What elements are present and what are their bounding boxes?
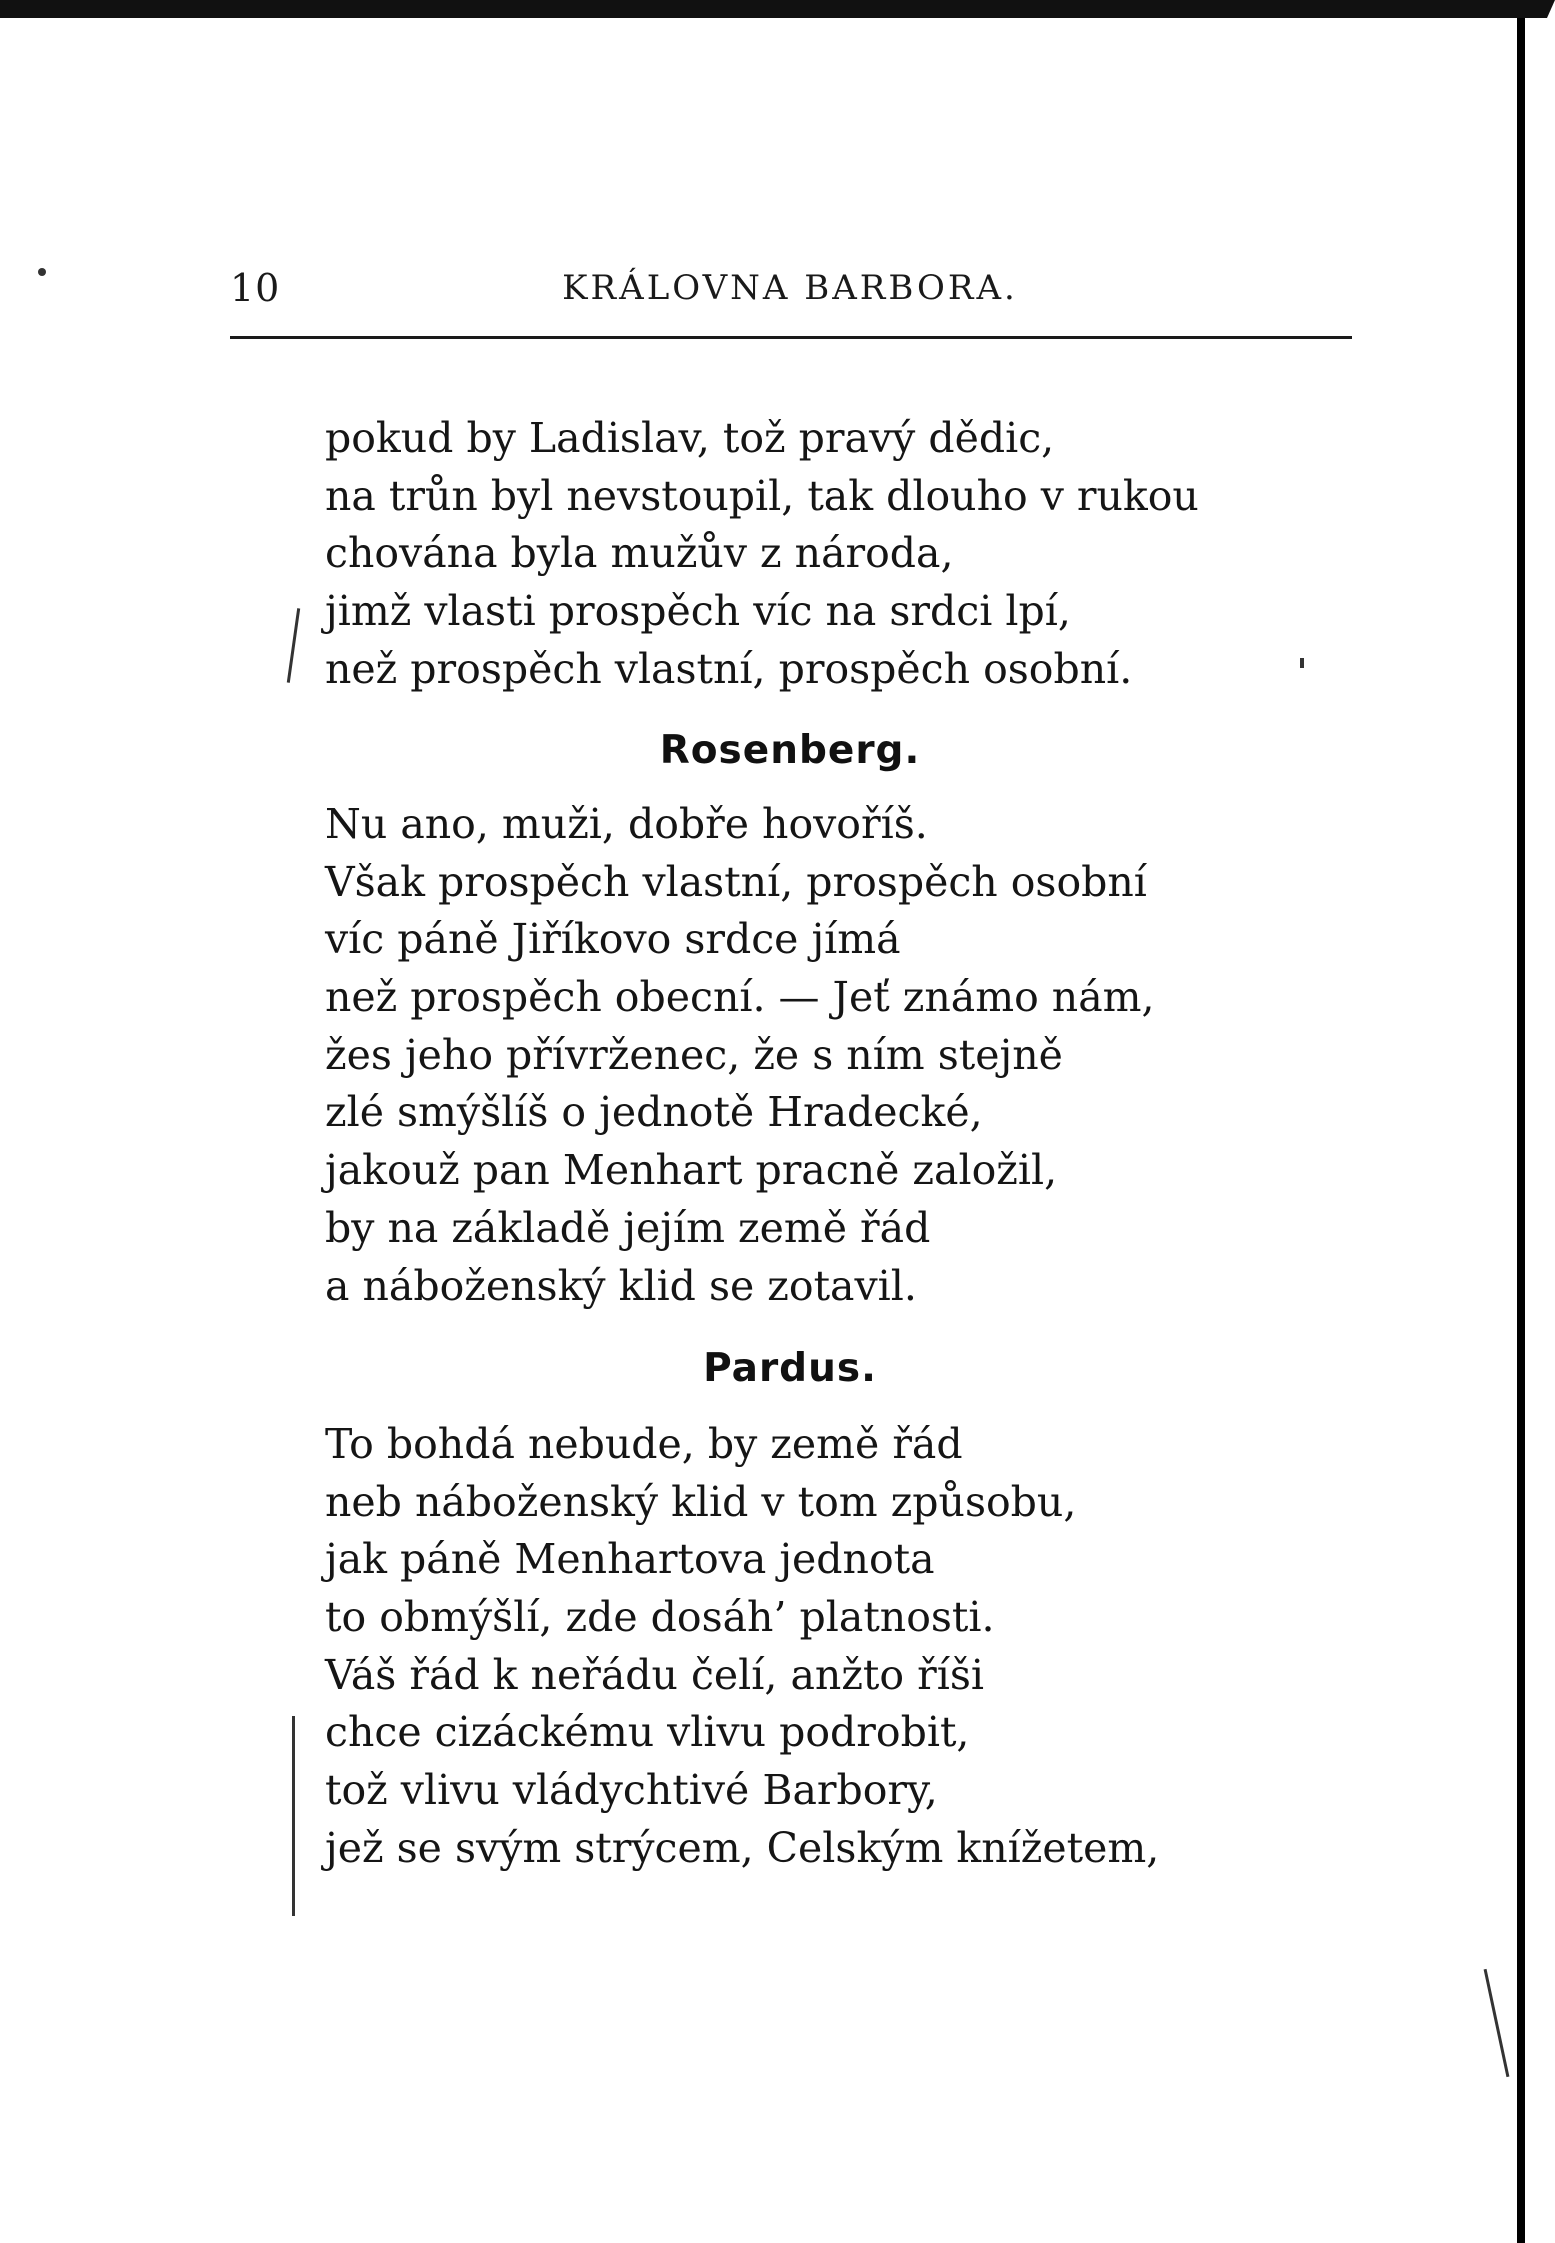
verse-line: neb náboženský klid v tom způsobu, <box>325 1477 1077 1526</box>
verse-line: zlé smýšlíš o jednotě Hradecké, <box>325 1088 983 1137</box>
verse-pardus <box>325 1416 1159 1878</box>
speaker-pardus: Pardus. <box>703 1346 877 1391</box>
scan-streak <box>1484 1969 1510 2077</box>
verse-line: jak páně Menhartova jednota <box>325 1535 935 1584</box>
page-gutter <box>1525 18 1547 2243</box>
verse-line: chována byla mužův z národa, <box>325 529 954 578</box>
margin-mark <box>292 1716 295 1916</box>
verse-rosenberg <box>325 796 1155 1315</box>
scan-dot <box>38 268 46 276</box>
verse-passage-1 <box>325 410 1199 698</box>
margin-mark <box>287 608 300 683</box>
header-rule <box>230 336 1352 339</box>
verse-line: tož vlivu vládychtivé Barbory, <box>325 1766 938 1815</box>
verse-line: jež se svým strýcem, Celským knížetem, <box>325 1823 1160 1872</box>
page-number: 10 <box>230 266 281 310</box>
verse-line: Váš řád k neřádu čelí, anžto říši <box>325 1650 984 1699</box>
page-header <box>230 266 1350 336</box>
verse-line: než prospěch vlastní, prospěch osobní. <box>325 644 1133 693</box>
page-right-edge <box>1517 18 1525 2243</box>
verse-line: Nu ano, muži, dobře hovoříš. <box>325 800 928 848</box>
verse-line: víc páně Jiříkovo srdce jímá <box>325 915 901 964</box>
verse-line: chce cizáckému vlivu podrobit, <box>325 1708 970 1757</box>
verse-line: to obmýšlí, zde dosáh’ platnosti. <box>325 1593 995 1642</box>
speaker-rosenberg: Rosenberg. <box>659 728 921 773</box>
verse-line: než prospěch obecní. — Jeť známo nám, <box>325 973 1155 1022</box>
verse-line: Však prospěch vlastní, prospěch osobní <box>325 857 1147 906</box>
verse-line: To bohdá nebude, by země řád <box>325 1420 963 1468</box>
verse-line: jakouž pan Menhart pracně založil, <box>325 1146 1058 1195</box>
verse-line: a náboženský klid se zotavil. <box>325 1261 917 1310</box>
verse-line: žes jeho přívrženec, že s ním stejně <box>325 1030 1063 1079</box>
verse-line: na trůn byl nevstoupil, tak dlouho v rukou <box>325 471 1199 520</box>
verse-line: by na základě jejím země řád <box>325 1203 931 1252</box>
scan-dot <box>1300 658 1304 668</box>
running-title: KRÁLOVNA BARBORA. <box>562 268 1018 308</box>
verse-line: pokud by Ladislav, tož pravý dědic, <box>325 414 1055 462</box>
verse-line: jimž vlasti prospěch víc na srdci lpí, <box>325 587 1071 636</box>
